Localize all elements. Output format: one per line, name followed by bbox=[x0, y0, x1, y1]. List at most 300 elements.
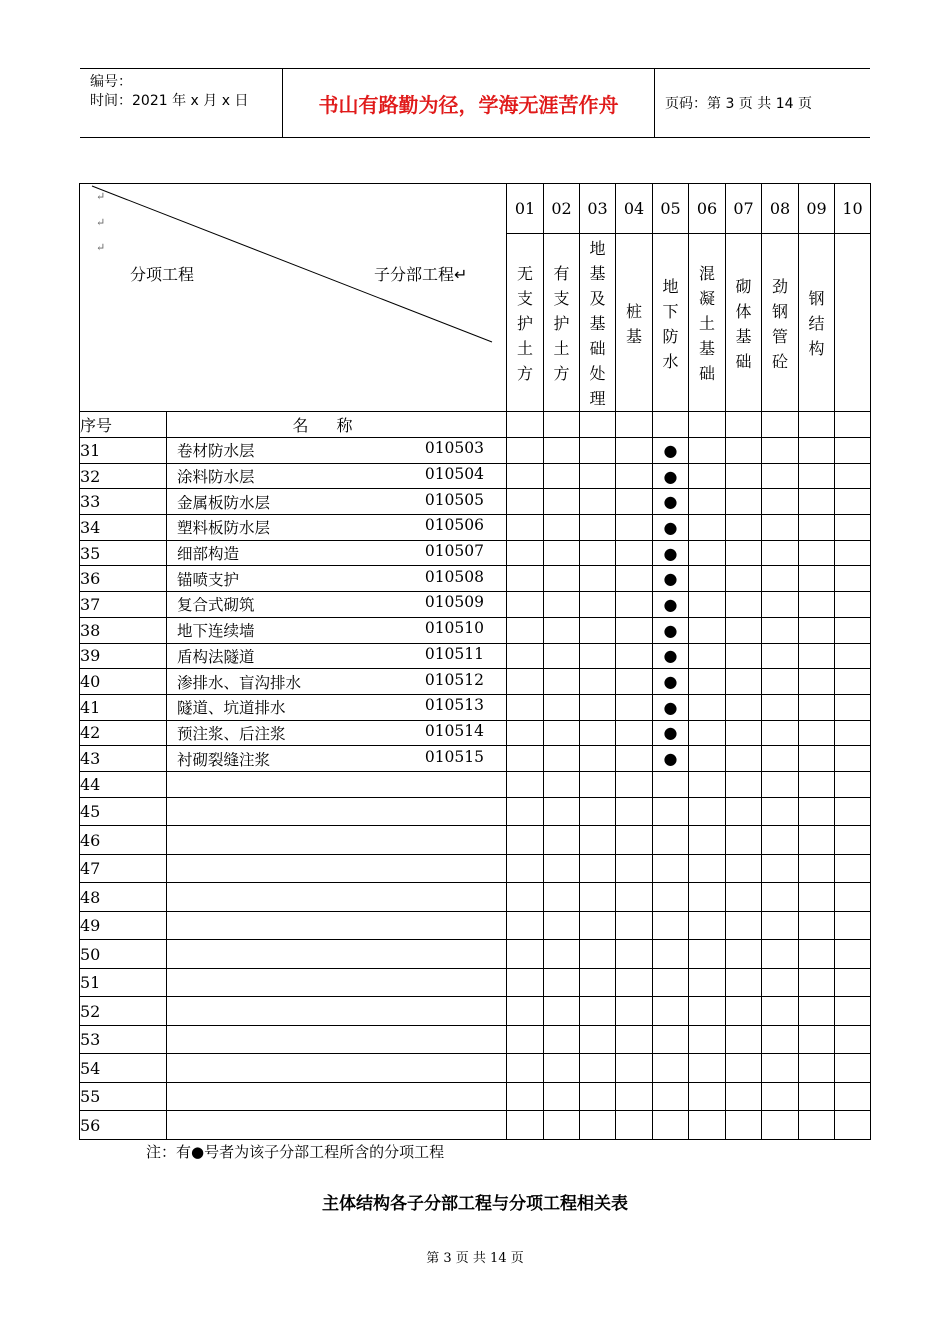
row-seq: 46 bbox=[80, 826, 167, 855]
matrix-cell bbox=[799, 617, 835, 643]
header-page-code: 页码：第 3 页 共 14 页 bbox=[665, 96, 812, 112]
column-name-4: 桩基 bbox=[616, 234, 653, 412]
matrix-cell bbox=[544, 540, 580, 566]
matrix-cell bbox=[835, 797, 871, 826]
diagonal-line bbox=[80, 184, 507, 410]
matrix-cell bbox=[616, 854, 653, 883]
return-mark: ↵ bbox=[96, 190, 106, 203]
matrix-cell bbox=[835, 968, 871, 997]
matrix-cell bbox=[544, 997, 580, 1026]
row-name-cell bbox=[167, 566, 507, 592]
header-blank-cell bbox=[653, 412, 689, 438]
matrix-cell bbox=[507, 997, 544, 1026]
time-label: 时间：2021 年 x 月 x 日 bbox=[90, 93, 249, 109]
row-name-cell bbox=[167, 540, 507, 566]
matrix-cell bbox=[726, 463, 762, 489]
column-code-6: 06 bbox=[689, 184, 726, 234]
table-row bbox=[80, 617, 871, 643]
row-name-cell bbox=[167, 940, 507, 969]
return-mark: ↵ bbox=[96, 216, 106, 229]
matrix-cell bbox=[762, 797, 799, 826]
matrix-cell bbox=[835, 771, 871, 797]
matrix-cell bbox=[689, 566, 726, 592]
matrix-cell bbox=[616, 489, 653, 515]
matrix-cell bbox=[835, 438, 871, 464]
matrix-cell bbox=[507, 826, 544, 855]
row-code: 010505 bbox=[424, 490, 484, 509]
matrix-cell bbox=[762, 1082, 799, 1111]
table-row bbox=[80, 771, 871, 797]
row-code: 010512 bbox=[424, 670, 484, 689]
matrix-cell bbox=[507, 1082, 544, 1111]
matrix-cell bbox=[580, 566, 616, 592]
matrix-cell bbox=[507, 797, 544, 826]
matrix-cell bbox=[726, 1111, 762, 1140]
matrix-cell bbox=[580, 1025, 616, 1054]
matrix-cell bbox=[726, 1025, 762, 1054]
column-code-10: 10 bbox=[835, 184, 871, 234]
matrix-cell bbox=[835, 940, 871, 969]
table-row bbox=[80, 968, 871, 997]
matrix-cell bbox=[580, 515, 616, 541]
column-name-8: 劲钢管砼 bbox=[762, 234, 799, 412]
matrix-cell bbox=[616, 883, 653, 912]
table-row bbox=[80, 797, 871, 826]
matrix-cell bbox=[689, 968, 726, 997]
row-code: 010509 bbox=[424, 593, 484, 612]
matrix-cell bbox=[653, 771, 689, 797]
matrix-cell bbox=[507, 566, 544, 592]
matrix-cell bbox=[580, 540, 616, 566]
matrix-cell bbox=[544, 720, 580, 746]
matrix-cell bbox=[835, 489, 871, 515]
row-name-cell bbox=[167, 438, 507, 464]
row-name: 隧道、坑道排水 bbox=[177, 699, 286, 718]
matrix-cell bbox=[616, 968, 653, 997]
matrix-cell bbox=[762, 463, 799, 489]
matrix-cell bbox=[799, 854, 835, 883]
matrix-cell bbox=[507, 463, 544, 489]
column-name-3: 地基及基础处理 bbox=[580, 234, 616, 412]
matrix-cell bbox=[580, 771, 616, 797]
row-name: 塑料板防水层 bbox=[177, 519, 271, 538]
matrix-cell bbox=[689, 1054, 726, 1083]
row-seq: 53 bbox=[80, 1025, 167, 1054]
matrix-cell bbox=[762, 489, 799, 515]
matrix-cell bbox=[799, 566, 835, 592]
matrix-cell bbox=[544, 771, 580, 797]
row-name-cell bbox=[167, 1082, 507, 1111]
row-seq: 34 bbox=[80, 515, 167, 541]
matrix-cell bbox=[616, 1111, 653, 1140]
matrix-cell bbox=[689, 515, 726, 541]
row-name: 渗排水、盲沟排水 bbox=[177, 673, 302, 692]
row-name: 锚喷支护 bbox=[177, 570, 240, 589]
matrix-cell bbox=[580, 997, 616, 1026]
row-seq: 55 bbox=[80, 1082, 167, 1111]
matrix-cell bbox=[762, 854, 799, 883]
row-seq: 31 bbox=[80, 438, 167, 464]
page-header bbox=[80, 68, 870, 138]
matrix-cell bbox=[762, 617, 799, 643]
column-code-1: 01 bbox=[507, 184, 544, 234]
matrix-cell bbox=[726, 438, 762, 464]
matrix-cell bbox=[835, 463, 871, 489]
row-seq: 51 bbox=[80, 968, 167, 997]
matrix-cell bbox=[762, 669, 799, 695]
matrix-cell bbox=[762, 515, 799, 541]
matrix-cell bbox=[580, 911, 616, 940]
matrix-cell bbox=[616, 940, 653, 969]
matrix-cell bbox=[580, 940, 616, 969]
matrix-cell bbox=[689, 438, 726, 464]
matrix-cell bbox=[616, 515, 653, 541]
matrix-cell bbox=[544, 911, 580, 940]
matrix-cell bbox=[616, 694, 653, 720]
matrix-cell bbox=[762, 566, 799, 592]
row-name: 地下连续墙 bbox=[177, 622, 255, 641]
matrix-cell bbox=[616, 826, 653, 855]
matrix-cell bbox=[799, 592, 835, 618]
matrix-cell bbox=[544, 489, 580, 515]
matrix-cell bbox=[689, 854, 726, 883]
column-name-5: 地下防水 bbox=[653, 234, 689, 412]
row-name: 盾构法隧道 bbox=[177, 647, 255, 666]
name-column-header: 名称 bbox=[167, 412, 507, 438]
table-note: 注：有●号者为该子分部工程所含的分项工程 bbox=[146, 1143, 445, 1161]
table-row bbox=[80, 669, 871, 695]
matrix-cell bbox=[726, 1082, 762, 1111]
matrix-cell bbox=[580, 1082, 616, 1111]
matrix-cell bbox=[507, 1025, 544, 1054]
row-name-cell bbox=[167, 746, 507, 772]
matrix-cell bbox=[507, 940, 544, 969]
matrix-cell bbox=[507, 515, 544, 541]
matrix-cell bbox=[689, 463, 726, 489]
matrix-cell bbox=[653, 1082, 689, 1111]
column-code-4: 04 bbox=[616, 184, 653, 234]
row-code: 010511 bbox=[424, 644, 484, 663]
row-code: 010513 bbox=[424, 696, 484, 715]
matrix-cell bbox=[616, 997, 653, 1026]
table-row bbox=[80, 1111, 871, 1140]
matrix-cell bbox=[544, 566, 580, 592]
matrix-cell bbox=[507, 968, 544, 997]
matrix-cell bbox=[544, 643, 580, 669]
matrix-cell bbox=[616, 1054, 653, 1083]
table-row bbox=[80, 643, 871, 669]
matrix-cell bbox=[799, 438, 835, 464]
matrix-cell bbox=[507, 592, 544, 618]
row-name-cell bbox=[167, 463, 507, 489]
matrix-cell bbox=[580, 968, 616, 997]
matrix-cell bbox=[726, 669, 762, 695]
table-row bbox=[80, 463, 871, 489]
matrix-cell bbox=[507, 617, 544, 643]
matrix-cell bbox=[653, 854, 689, 883]
row-name-cell bbox=[167, 771, 507, 797]
matrix-cell bbox=[580, 592, 616, 618]
matrix-cell bbox=[616, 797, 653, 826]
matrix-cell bbox=[835, 997, 871, 1026]
row-seq: 54 bbox=[80, 1054, 167, 1083]
matrix-cell bbox=[835, 592, 871, 618]
row-code: 010506 bbox=[424, 516, 484, 535]
table-row bbox=[80, 826, 871, 855]
number-label: 编号： bbox=[90, 74, 132, 90]
matrix-cell bbox=[616, 669, 653, 695]
matrix-cell bbox=[616, 566, 653, 592]
matrix-cell bbox=[799, 911, 835, 940]
matrix-cell bbox=[653, 883, 689, 912]
matrix-cell bbox=[835, 1054, 871, 1083]
matrix-cell bbox=[653, 797, 689, 826]
matrix-cell bbox=[507, 540, 544, 566]
matrix-cell bbox=[544, 940, 580, 969]
row-code: 010508 bbox=[424, 567, 484, 586]
matrix-cell bbox=[580, 797, 616, 826]
matrix-cell bbox=[835, 643, 871, 669]
matrix-cell bbox=[580, 463, 616, 489]
matrix-cell bbox=[762, 643, 799, 669]
row-name-cell bbox=[167, 617, 507, 643]
row-name-cell bbox=[167, 1111, 507, 1140]
matrix-cell bbox=[544, 592, 580, 618]
table-row bbox=[80, 1025, 871, 1054]
row-code: 010504 bbox=[424, 465, 484, 484]
matrix-cell bbox=[653, 997, 689, 1026]
matrix-cell bbox=[616, 540, 653, 566]
matrix-cell bbox=[689, 617, 726, 643]
included-mark: ● bbox=[653, 617, 689, 643]
matrix-cell bbox=[544, 515, 580, 541]
matrix-cell bbox=[689, 771, 726, 797]
matrix-cell bbox=[616, 911, 653, 940]
matrix-cell bbox=[762, 1054, 799, 1083]
table-row bbox=[80, 566, 871, 592]
table-row bbox=[80, 883, 871, 912]
matrix-cell bbox=[507, 911, 544, 940]
row-seq: 36 bbox=[80, 566, 167, 592]
matrix-cell bbox=[835, 1025, 871, 1054]
matrix-cell bbox=[507, 771, 544, 797]
included-mark: ● bbox=[653, 463, 689, 489]
column-code-7: 07 bbox=[726, 184, 762, 234]
matrix-cell bbox=[799, 797, 835, 826]
matrix-cell bbox=[799, 940, 835, 969]
row-seq: 41 bbox=[80, 694, 167, 720]
matrix-cell bbox=[616, 720, 653, 746]
row-seq: 35 bbox=[80, 540, 167, 566]
matrix-cell bbox=[580, 1054, 616, 1083]
row-seq: 38 bbox=[80, 617, 167, 643]
row-seq: 39 bbox=[80, 643, 167, 669]
row-seq: 50 bbox=[80, 940, 167, 969]
matrix-cell bbox=[799, 643, 835, 669]
column-name-2: 有支护土方 bbox=[544, 234, 580, 412]
included-mark: ● bbox=[653, 592, 689, 618]
table-row bbox=[80, 1082, 871, 1111]
row-seq: 42 bbox=[80, 720, 167, 746]
table-row bbox=[80, 997, 871, 1026]
matrix-cell bbox=[799, 1025, 835, 1054]
header-blank-cell bbox=[544, 412, 580, 438]
column-code-8: 08 bbox=[762, 184, 799, 234]
page-footer: 第 3 页 共 14 页 bbox=[426, 1251, 524, 1266]
column-name-7: 砌体基础 bbox=[726, 234, 762, 412]
matrix-cell bbox=[799, 826, 835, 855]
row-name: 衬砌裂缝注浆 bbox=[177, 750, 271, 769]
row-seq: 56 bbox=[80, 1111, 167, 1140]
row-name-cell bbox=[167, 911, 507, 940]
matrix-cell bbox=[762, 771, 799, 797]
matrix-cell bbox=[507, 854, 544, 883]
table-row bbox=[80, 438, 871, 464]
matrix-cell bbox=[799, 1111, 835, 1140]
header-blank-cell bbox=[726, 412, 762, 438]
matrix-cell bbox=[726, 694, 762, 720]
row-name-cell bbox=[167, 826, 507, 855]
row-code: 010503 bbox=[424, 439, 484, 458]
matrix-cell bbox=[835, 1111, 871, 1140]
matrix-cell bbox=[689, 489, 726, 515]
matrix-cell bbox=[835, 1082, 871, 1111]
subdivision-axis-label: 子分部工程↵ bbox=[374, 265, 468, 284]
row-name-cell bbox=[167, 669, 507, 695]
header-blank-cell bbox=[580, 412, 616, 438]
row-seq: 32 bbox=[80, 463, 167, 489]
matrix-cell bbox=[726, 968, 762, 997]
matrix-cell bbox=[799, 968, 835, 997]
table-row bbox=[80, 746, 871, 772]
matrix-cell bbox=[580, 826, 616, 855]
matrix-cell bbox=[726, 515, 762, 541]
matrix-cell bbox=[653, 911, 689, 940]
included-mark: ● bbox=[653, 669, 689, 695]
matrix-cell bbox=[507, 489, 544, 515]
matrix-cell bbox=[726, 1054, 762, 1083]
matrix-cell bbox=[507, 1111, 544, 1140]
table-row bbox=[80, 592, 871, 618]
included-mark: ● bbox=[653, 540, 689, 566]
matrix-cell bbox=[762, 997, 799, 1026]
row-name: 涂料防水层 bbox=[177, 468, 255, 487]
matrix-cell bbox=[835, 515, 871, 541]
header-blank-cell bbox=[835, 412, 871, 438]
matrix-cell bbox=[762, 940, 799, 969]
matrix-cell bbox=[507, 643, 544, 669]
matrix-cell bbox=[726, 540, 762, 566]
relation-table bbox=[79, 183, 871, 1140]
matrix-cell bbox=[544, 826, 580, 855]
matrix-cell bbox=[653, 1025, 689, 1054]
diagonal-header-cell bbox=[80, 184, 507, 412]
matrix-cell bbox=[653, 968, 689, 997]
matrix-cell bbox=[689, 911, 726, 940]
matrix-cell bbox=[616, 746, 653, 772]
row-seq: 43 bbox=[80, 746, 167, 772]
matrix-cell bbox=[799, 1082, 835, 1111]
row-name-cell bbox=[167, 1025, 507, 1054]
matrix-cell bbox=[689, 883, 726, 912]
header-meta bbox=[80, 69, 282, 137]
matrix-cell bbox=[762, 540, 799, 566]
matrix-cell bbox=[544, 797, 580, 826]
matrix-cell bbox=[689, 826, 726, 855]
matrix-cell bbox=[835, 720, 871, 746]
matrix-cell bbox=[544, 1054, 580, 1083]
included-mark: ● bbox=[653, 566, 689, 592]
row-name-cell bbox=[167, 489, 507, 515]
matrix-cell bbox=[835, 746, 871, 772]
matrix-cell bbox=[835, 669, 871, 695]
matrix-cell bbox=[580, 854, 616, 883]
row-seq: 44 bbox=[80, 771, 167, 797]
matrix-cell bbox=[799, 489, 835, 515]
matrix-cell bbox=[835, 566, 871, 592]
matrix-cell bbox=[762, 826, 799, 855]
matrix-cell bbox=[653, 1054, 689, 1083]
matrix-cell bbox=[580, 883, 616, 912]
matrix-cell bbox=[835, 826, 871, 855]
matrix-cell bbox=[689, 1025, 726, 1054]
matrix-cell bbox=[726, 617, 762, 643]
included-mark: ● bbox=[653, 515, 689, 541]
table-row bbox=[80, 911, 871, 940]
matrix-cell bbox=[762, 1025, 799, 1054]
row-name-cell bbox=[167, 592, 507, 618]
matrix-cell bbox=[726, 746, 762, 772]
matrix-cell bbox=[544, 746, 580, 772]
matrix-cell bbox=[616, 617, 653, 643]
table-row bbox=[80, 515, 871, 541]
matrix-cell bbox=[616, 643, 653, 669]
matrix-cell bbox=[762, 746, 799, 772]
matrix-cell bbox=[835, 911, 871, 940]
header-motto: 书山有路勤为径，学海无涯苦作舟 bbox=[282, 69, 655, 137]
matrix-cell bbox=[544, 1111, 580, 1140]
row-name: 预注浆、后注浆 bbox=[177, 724, 286, 743]
matrix-cell bbox=[726, 489, 762, 515]
matrix-cell bbox=[507, 720, 544, 746]
matrix-cell bbox=[689, 643, 726, 669]
matrix-cell bbox=[580, 1111, 616, 1140]
column-name-9: 钢结构 bbox=[799, 234, 835, 412]
matrix-cell bbox=[580, 669, 616, 695]
matrix-cell bbox=[689, 1082, 726, 1111]
matrix-cell bbox=[689, 997, 726, 1026]
matrix-cell bbox=[762, 1111, 799, 1140]
table-row bbox=[80, 694, 871, 720]
matrix-cell bbox=[689, 1111, 726, 1140]
subitem-axis-label: 分项工程 bbox=[130, 265, 195, 284]
table-row bbox=[80, 540, 871, 566]
matrix-cell bbox=[799, 746, 835, 772]
row-code: 010510 bbox=[424, 619, 484, 638]
matrix-cell bbox=[580, 720, 616, 746]
matrix-cell bbox=[762, 720, 799, 746]
matrix-cell bbox=[726, 720, 762, 746]
matrix-cell bbox=[507, 883, 544, 912]
matrix-cell bbox=[726, 940, 762, 969]
matrix-cell bbox=[689, 720, 726, 746]
matrix-cell bbox=[799, 1054, 835, 1083]
matrix-cell bbox=[689, 746, 726, 772]
matrix-cell bbox=[835, 540, 871, 566]
table-row bbox=[80, 940, 871, 969]
matrix-cell bbox=[726, 592, 762, 618]
matrix-cell bbox=[689, 797, 726, 826]
